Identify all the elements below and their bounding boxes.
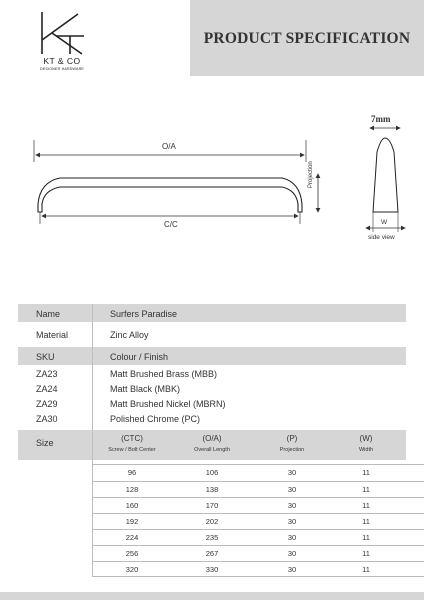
handle-front-view [38, 178, 302, 212]
row-divider [92, 513, 424, 514]
logo-area [0, 0, 190, 76]
table-cell: 11 [362, 468, 370, 477]
row-divider [92, 545, 424, 546]
table-cell: 11 [362, 549, 370, 558]
table-cell: 30 [287, 565, 297, 574]
finish-name: Matt Brushed Nickel (MBRN) [110, 399, 226, 409]
finish-name: Polished Chrome (PC) [110, 414, 201, 424]
table-cell: 11 [362, 517, 370, 526]
table-cell: 11 [362, 533, 370, 542]
row-divider [92, 529, 424, 530]
handle-diagram [0, 100, 424, 260]
table-cell: 30 [287, 549, 297, 558]
table-cell: 267 [205, 549, 219, 558]
table-cell: 106 [205, 468, 219, 477]
projection-label: Projection [308, 161, 314, 188]
row-divider [92, 464, 424, 465]
name-label: Name [36, 309, 61, 319]
table-cell: 30 [287, 517, 297, 526]
column-subheader: Screw / Bolt Center [108, 447, 156, 453]
table-cell: 320 [125, 565, 139, 574]
table-cell: 30 [287, 501, 297, 510]
table-cell: 11 [362, 565, 370, 574]
row-divider [92, 497, 424, 498]
sku-label: SKU [36, 352, 55, 362]
column-subheader: Width [358, 447, 374, 453]
header [0, 0, 424, 76]
table-cell: 202 [205, 517, 219, 526]
width-label: W [381, 219, 388, 226]
column-header: (O/A) [202, 434, 222, 443]
material-label: Material [36, 330, 69, 340]
column-header: (CTC) [121, 434, 143, 443]
table-cell: 138 [205, 485, 219, 494]
size-label: Size [36, 438, 54, 448]
table-cell: 30 [287, 468, 297, 477]
sku-row [18, 347, 406, 365]
table-cell: 11 [362, 485, 370, 494]
table-cell: 128 [125, 485, 139, 494]
overall-length-label: O/A [162, 142, 176, 151]
table-cell: 11 [362, 501, 370, 510]
finish-name: Matt Brushed Brass (MBB) [110, 369, 218, 379]
finish-list [18, 367, 406, 429]
table-cell: 30 [287, 533, 297, 542]
table-cell: 224 [125, 533, 139, 542]
side-view-label: side view [368, 234, 395, 241]
footer-bar [0, 592, 424, 600]
column-header: (P) [286, 434, 298, 443]
material-row [18, 325, 406, 345]
table-cell: 256 [125, 549, 139, 558]
table-cell: 160 [125, 501, 139, 510]
row-divider [92, 576, 424, 577]
table-cell: 330 [205, 565, 219, 574]
name-value: Surfers Paradise [110, 309, 178, 319]
finish-sku: ZA23 [36, 369, 58, 379]
material-value: Zinc Alloy [110, 330, 149, 340]
row-divider [92, 561, 424, 562]
row-divider [92, 481, 424, 482]
name-row [18, 304, 406, 322]
center-to-center-label: C/C [164, 220, 178, 229]
kt-logo-icon [38, 10, 86, 56]
finish-sku: ZA29 [36, 399, 58, 409]
table-cell: 235 [205, 533, 219, 542]
size-header-row [18, 430, 406, 460]
technical-drawing [0, 100, 424, 260]
table-cell: 96 [127, 468, 137, 477]
page-title: PRODUCT SPECIFICATION [203, 30, 411, 47]
table-cell: 170 [205, 501, 219, 510]
brand-tagline: DESIGNER HARDWARE [40, 67, 84, 71]
title-panel [190, 0, 424, 76]
column-subheader: Overall Length [194, 447, 230, 453]
finish-name: Matt Black (MBK) [110, 384, 181, 394]
finish-sku: ZA24 [36, 384, 58, 394]
table-cell: 30 [287, 485, 297, 494]
column-subheader: Projection [279, 447, 305, 453]
sku-value: Colour / Finish [110, 352, 169, 362]
handle-side-view [373, 138, 398, 212]
thickness-label: 7mm [371, 114, 391, 124]
column-header: (W) [359, 434, 373, 443]
brand-name: KT & CO [43, 56, 81, 66]
finish-sku: ZA30 [36, 414, 58, 424]
table-cell: 192 [125, 517, 139, 526]
